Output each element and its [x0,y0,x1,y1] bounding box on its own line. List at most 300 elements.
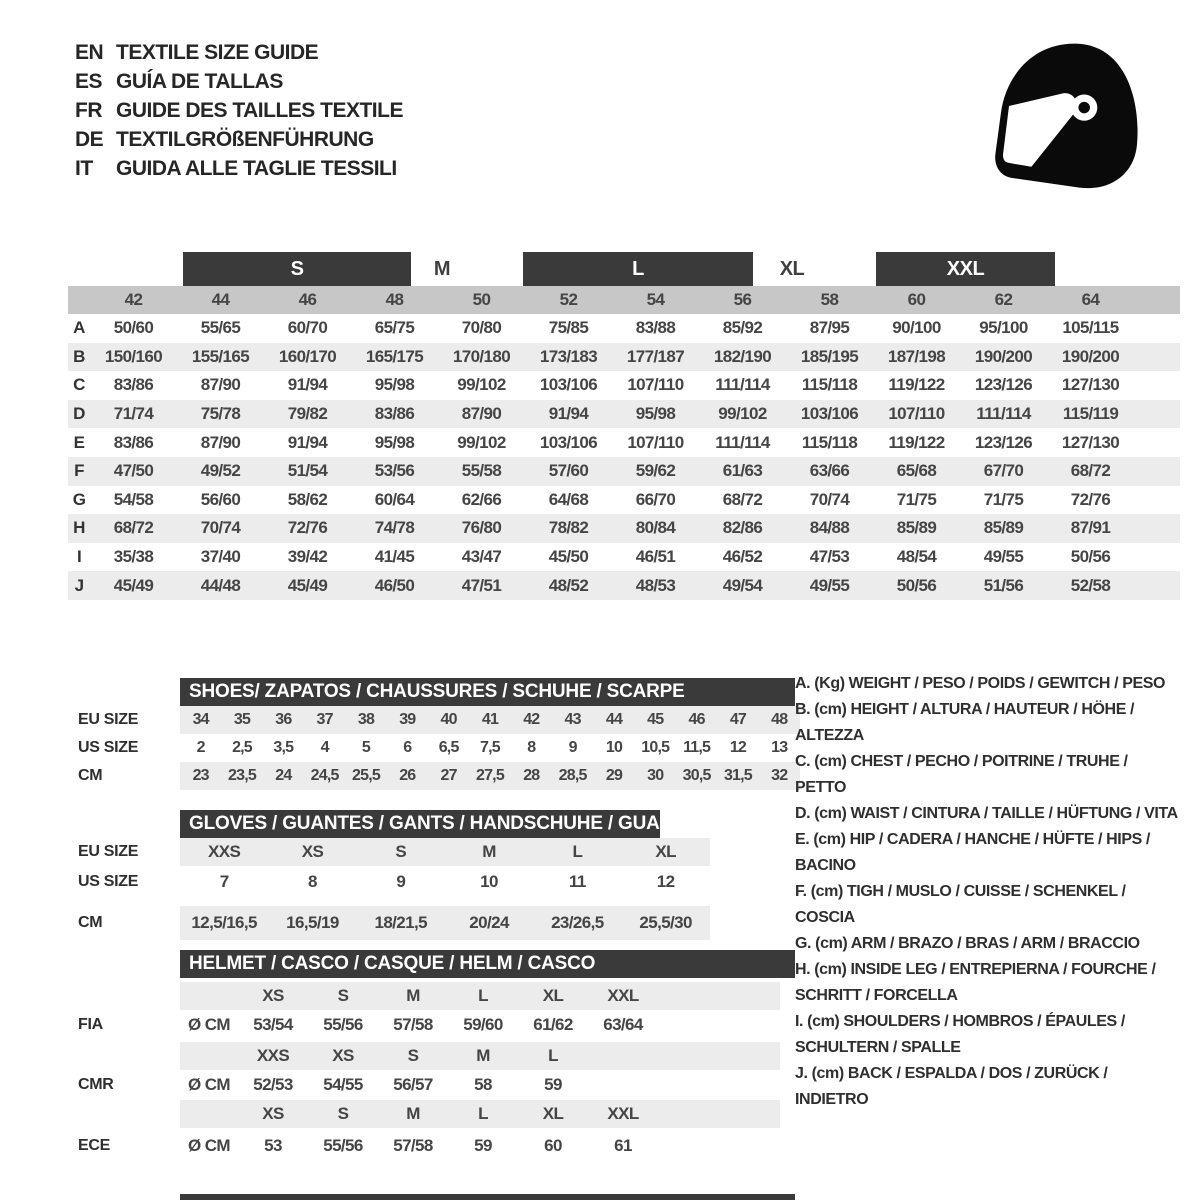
measurement-row-a [68,314,1180,343]
shoe-size-value: 11,5 [683,739,711,756]
measurement-legend [795,671,1180,1113]
measurement-row-b [68,343,1180,372]
legend-entry: J. (cm) BACK / ESPALDA / DOS / ZURÜCK / INDIETRO [795,1065,1108,1108]
language-title: TEXTILGRÖßENFÜHRUNG [116,127,374,151]
helmet-size-label: XXS [256,1046,290,1065]
diameter-label: Ø CM [188,1075,230,1094]
size-value: 55/58 [461,461,502,481]
size-value: 65/75 [374,318,415,338]
size-value: 91/94 [287,432,328,452]
shoe-size-value: 10 [605,739,623,756]
shoes-section-title: SHOES/ ZAPATOS / CHAUSSURES / SCHUHE / SCARPE [180,678,795,706]
size-value: 48/52 [548,575,589,595]
helmet-size-label: L [478,986,488,1005]
size-value: 68/72 [1070,461,1111,481]
size-value: 74/78 [374,518,415,538]
size-value: 84/88 [809,518,850,538]
size-group-header [0,252,1200,286]
language-code: IT [75,156,93,180]
helmet-size-value: 57/58 [393,1136,433,1155]
shoe-size-value: 41 [481,711,499,728]
size-value: 83/86 [374,404,415,424]
helmet-size-label: XS [262,986,284,1005]
size-value: 127/130 [1061,432,1120,452]
size-value: 79/82 [287,404,328,424]
size-value: 87/90 [200,432,241,452]
size-value: 75/85 [548,318,589,338]
size-value: 99/102 [457,375,506,395]
row-letter: E [73,432,85,452]
helmet-size-value [588,1070,658,1100]
size-value: 60/64 [374,489,415,509]
language-code: ES [75,69,103,93]
size-value: 56/60 [200,489,241,509]
size-value: 83/86 [113,375,154,395]
helmet-size-value: 55/56 [323,1015,363,1034]
helmet-size-value: 56/57 [393,1075,433,1094]
shoe-size-value: 40 [440,711,457,728]
size-group-label-xl: XL [779,257,805,280]
size-value: 49/52 [200,461,241,481]
helmet-cmr-values-row [180,1070,780,1100]
helmet-ece-sizes-row [180,1100,780,1128]
shoe-size-value: 34 [192,711,209,728]
size-value: 51/54 [287,461,328,481]
shoe-size-value: 2,5 [232,739,252,756]
helmet-size-label: S [407,1046,419,1065]
size-value: 190/200 [1061,346,1120,366]
size-value: 50/56 [896,575,937,595]
numeric-size-label: 60 [907,290,926,309]
helmet-section-title: HELMET / CASCO / CASQUE / HELM / CASCO [180,950,795,978]
size-value: 71/75 [896,489,937,509]
shoe-size-value: 27,5 [475,767,504,784]
helmet-size-value: 58 [474,1075,492,1094]
shoe-size-value: 10,5 [641,739,670,756]
size-value: 95/98 [374,432,415,452]
size-value: 91/94 [548,404,589,424]
numeric-size-label: 54 [646,290,665,309]
glove-size-value: L [572,842,583,861]
glove-size-value: M [482,842,496,861]
shoe-size-value: 38 [357,711,375,728]
size-value: 67/70 [983,461,1024,481]
size-value: 119/122 [888,375,945,395]
helmet-cmr-sizes-row [180,1042,780,1070]
size-value: 103/106 [539,432,598,452]
size-value: 64/68 [548,489,589,509]
language-code: FR [75,98,102,122]
glove-size-value: 8 [308,872,317,891]
size-value: 107/110 [627,375,684,395]
shoe-size-value: 42 [523,711,540,728]
helmet-size-value: 55/56 [323,1136,363,1155]
shoe-size-value: 6,5 [438,739,459,756]
size-value: 165/175 [365,346,424,366]
shoes-cm-label: CM [78,767,103,784]
row-letter: G [72,489,86,509]
size-value: 65/68 [896,461,937,481]
size-value: 173/183 [539,346,598,366]
size-value: 78/82 [548,518,589,538]
shoe-size-value: 37 [316,711,333,728]
size-value: 82/86 [722,518,763,538]
helmet-size-label: L [478,1104,488,1123]
helmet-size-value: 53 [264,1136,282,1155]
row-letter: F [74,461,84,481]
size-value: 60/70 [287,318,328,338]
helmet-size-label: XXL [607,986,639,1005]
gloves-cm-row [180,906,710,940]
shoe-size-value: 44 [605,711,623,728]
diameter-spacer [180,1042,238,1070]
row-letter: C [73,375,85,395]
diameter-spacer [180,1100,238,1128]
size-value: 71/75 [983,489,1024,509]
glove-size-value: 20/24 [469,913,509,932]
size-group-label-s: S [183,252,411,286]
numeric-size-label: 46 [298,290,317,309]
glove-size-value: 12,5/16,5 [191,913,257,932]
glove-size-value: 9 [396,872,406,891]
numeric-size-label: 62 [994,290,1013,309]
glove-size-value: 18/21,5 [374,913,427,932]
size-value: 115/118 [801,375,858,395]
glove-size-value: 23/26,5 [551,913,604,932]
measurement-table [68,314,1180,600]
shoe-size-value: 32 [771,767,788,784]
numeric-size-label: 44 [211,290,230,309]
size-value: 85/89 [896,518,937,538]
gloves-us-row [180,866,710,898]
size-value: 62/66 [461,489,502,509]
numeric-size-label: 56 [733,290,752,309]
size-value: 91/94 [287,375,328,395]
size-value: 41/45 [374,547,415,567]
shoe-size-value: 4 [320,739,329,756]
size-value: 54/58 [113,489,154,509]
size-value: 83/86 [113,432,154,452]
size-value: 115/119 [1062,404,1119,424]
legend-entry: F. (cm) TIGH / MUSLO / CUISSE / SCHENKEL / COSCIA [795,883,1126,926]
shoe-size-value: 27 [440,767,457,784]
shoe-size-value: 45 [647,711,664,728]
size-value: 103/106 [800,404,859,424]
size-group-label-l: L [523,252,753,286]
shoe-size-value: 47 [729,711,747,728]
language-title: GUIDA ALLE TAGLIE TESSILI [116,156,397,180]
size-value: 99/102 [457,432,506,452]
size-value: 187/198 [887,346,946,366]
shoes-eu-row [180,706,800,734]
shoe-size-value: 46 [688,711,705,728]
glove-size-value: 12 [656,872,675,891]
size-value: 53/56 [374,461,415,481]
helmet-size-label: XL [542,986,564,1005]
shoe-size-value: 35 [233,711,251,728]
size-value: 182/190 [713,346,772,366]
size-value: 57/60 [548,461,589,481]
shoe-size-value: 39 [399,711,416,728]
helmet-ece-values-row [180,1130,780,1162]
gloves-eu-size-label: EU SIZE [78,843,139,860]
size-value: 87/90 [200,375,241,395]
size-value: 72/76 [287,518,328,538]
diameter-label: Ø CM [188,1136,230,1155]
language-title: TEXTILE SIZE GUIDE [116,40,319,64]
size-value: 177/187 [626,346,685,366]
helmet-size-value: 59 [544,1075,562,1094]
shoe-size-value: 24,5 [310,767,339,784]
glove-size-value: 7 [219,872,229,891]
shoe-size-value: 8 [527,739,536,756]
helmet-size-value: 60 [544,1136,562,1155]
size-value: 51/56 [983,575,1024,595]
language-row [75,38,403,67]
size-value: 46/52 [722,547,763,567]
glove-size-value: 25,5/30 [639,913,692,932]
gloves-us-size-label: US SIZE [78,873,139,890]
size-group-label-xxl: XXL [876,252,1055,286]
size-value: 95/98 [635,404,676,424]
size-value: 55/65 [200,318,241,338]
numeric-size-label: 42 [124,290,143,309]
size-value: 47/50 [113,461,154,481]
shoe-size-value: 48 [771,711,788,728]
shoe-size-value: 43 [564,711,581,728]
size-value: 43/47 [461,547,502,567]
helmet-size-value: 52/53 [253,1075,293,1094]
shoe-size-value: 9 [568,739,577,756]
size-group-label-m: M [433,257,451,280]
gloves-cm-label: CM [78,914,103,931]
numeric-size-label: 64 [1081,290,1100,309]
language-code: DE [75,127,104,151]
corner-spacer [68,286,90,314]
size-value: 90/100 [892,318,941,338]
size-value: 190/200 [974,346,1033,366]
glove-size-value: XS [301,842,324,861]
size-value: 45/49 [287,575,328,595]
legend-entry: B. (cm) HEIGHT / ALTURA / HAUTEUR / HÖHE / ALTEZZA [795,701,1135,744]
size-value: 58/62 [287,489,328,509]
size-value: 95/100 [979,318,1028,338]
helmet-fia-sizes-row [180,982,780,1010]
glove-size-value: S [395,842,407,861]
measurement-row-f [68,457,1180,486]
size-value: 46/50 [374,575,415,595]
size-value: 50/56 [1070,547,1111,567]
helmet-size-value: 61 [614,1136,632,1155]
helmet-size-value: 59 [474,1136,492,1155]
numeric-size-label: 50 [472,290,491,309]
gloves-eu-row [180,838,710,866]
helmet-size-label: S [337,1104,349,1123]
size-value: 80/84 [635,518,676,538]
size-value: 47/53 [809,547,850,567]
size-value: 63/66 [809,461,850,481]
size-value: 103/106 [539,375,598,395]
numeric-size-band [68,286,1180,314]
size-value: 123/126 [974,375,1033,395]
shoe-size-value: 6 [403,739,412,756]
shoe-size-value: 7,5 [480,739,500,756]
gloves-section-title: GLOVES / GUANTES / GANTS / HANDSCHUHE / GUANTI [180,810,660,838]
glove-size-value: 11 [568,872,586,891]
measurement-row-d [68,400,1180,429]
shoe-size-value: 28 [523,767,540,784]
size-value: 49/55 [983,547,1024,567]
row-letter: D [73,404,85,424]
size-value: 83/88 [635,318,676,338]
measurement-row-h [68,514,1180,543]
size-value: 70/74 [200,518,241,538]
helmet-size-value: 57/58 [393,1015,433,1034]
language-row [75,154,403,183]
size-value: 59/62 [635,461,676,481]
size-value: 48/54 [896,547,937,567]
language-code: EN [75,40,104,64]
shoe-size-value: 5 [361,739,371,756]
language-row [75,67,403,96]
language-row [75,125,403,154]
shoe-size-value: 2 [196,739,205,756]
size-value: 68/72 [113,518,154,538]
size-value: 72/76 [1070,489,1111,509]
size-value: 105/115 [1062,318,1119,338]
language-title: GUÍA DE TALLAS [116,69,283,93]
row-letter: I [76,547,82,567]
size-value: 39/42 [287,547,328,567]
shoes-eu-size-label: EU SIZE [78,711,139,728]
size-value: 70/80 [461,318,502,338]
size-value: 119/122 [888,432,945,452]
shoe-size-value: 31,5 [723,767,752,784]
size-value: 107/110 [888,404,945,424]
size-value: 49/54 [722,575,763,595]
size-value: 123/126 [974,432,1033,452]
numeric-size-label: 48 [385,290,404,309]
size-value: 48/53 [635,575,676,595]
helmet-size-value: 54/55 [323,1075,363,1094]
shoe-size-value: 36 [275,711,292,728]
size-value: 115/118 [801,432,858,452]
measurement-row-g [68,486,1180,515]
helmet-size-label: S [337,986,349,1005]
language-row [75,96,403,125]
size-value: 111/114 [715,432,770,452]
numeric-size-label: 58 [820,290,839,309]
numeric-size-label: 52 [559,290,578,309]
shoe-size-value: 23 [192,767,209,784]
size-value: 70/74 [809,489,850,509]
helmet-size-label: L [548,1046,558,1065]
helmet-size-value: 63/64 [603,1015,643,1034]
size-value: 66/70 [635,489,676,509]
size-value: 111/114 [976,404,1031,424]
size-value: 50/60 [113,318,154,338]
helmet-standard-ece-label: ECE [78,1137,110,1154]
language-title-list [75,38,403,183]
legend-entry: C. (cm) CHEST / PECHO / POITRINE / TRUHE / PETTO [795,753,1128,796]
shoe-size-value: 3,5 [273,739,294,756]
shoe-size-value: 30,5 [682,767,711,784]
size-value: 76/80 [461,518,502,538]
row-letter: H [73,518,85,538]
shoe-size-value: 24 [275,767,292,784]
legend-entry: I. (cm) SHOULDERS / HOMBROS / ÉPAULES / SCHULTERN / SPALLE [795,1013,1125,1056]
size-value: 85/92 [722,318,763,338]
shoe-size-value: 12 [729,739,747,756]
helmet-fia-values-row [180,1010,780,1040]
legend-entry: E. (cm) HIP / CADERA / HANCHE / HÜFTE / HIPS / BACINO [795,831,1150,874]
size-value: 44/48 [200,575,241,595]
shoe-size-value: 23,5 [228,767,256,784]
size-value: 68/72 [722,489,763,509]
glove-size-value: 10 [480,872,498,891]
size-value: 49/55 [809,575,850,595]
racing-helmet-icon [985,33,1145,195]
size-value: 111/114 [715,375,770,395]
helmet-size-value: 53/54 [253,1015,293,1034]
size-value: 45/50 [548,547,589,567]
row-letter: A [73,318,85,338]
size-value: 35/38 [113,547,154,567]
legend-entry: D. (cm) WAIST / CINTURA / TAILLE / HÜFTUNG / VITA [795,805,1178,822]
helmet-size-label: XS [262,1104,284,1123]
size-value: 75/78 [200,404,241,424]
measurement-row-e [68,428,1180,457]
shoes-cm-row [180,762,800,790]
size-value: 87/90 [461,404,502,424]
size-value: 87/95 [809,318,850,338]
size-value: 95/98 [374,375,415,395]
size-value: 46/51 [635,547,676,567]
size-value: 87/91 [1070,518,1111,538]
measurement-row-i [68,543,1180,572]
shoe-size-value: 26 [399,767,416,784]
helmet-size-label [588,1042,658,1070]
language-title: GUIDE DES TAILLES TEXTILE [116,98,403,122]
size-value: 71/74 [113,404,154,424]
size-value: 127/130 [1061,375,1120,395]
size-value: 85/89 [983,518,1024,538]
legend-entry: H. (cm) INSIDE LEG / ENTREPIERNA / FOURCHE / SCHRITT / FORCELLA [795,961,1156,1004]
shoe-size-value: 30 [647,767,664,784]
size-value: 45/49 [113,575,154,595]
shoe-size-value: 29 [605,767,623,784]
legend-entry: A. (Kg) WEIGHT / PESO / POIDS / GEWITCH / PESO [795,675,1166,692]
helmet-size-label: M [406,1104,420,1123]
helmet-size-value: 59/60 [463,1015,503,1034]
shoes-us-size-label: US SIZE [78,739,139,756]
size-value: 150/160 [104,346,163,366]
helmet-size-label: XS [332,1046,354,1065]
helmet-size-value: 61/62 [533,1015,573,1034]
glove-size-value: XL [655,842,676,861]
size-value: 47/51 [461,575,502,595]
size-value: 155/165 [191,346,250,366]
size-value: 170/180 [452,346,511,366]
measurement-row-c [68,371,1180,400]
size-value: 52/58 [1070,575,1111,595]
helmet-size-label: XXL [607,1104,639,1123]
glove-size-value: 16,5/19 [286,913,339,932]
size-value: 160/170 [278,346,337,366]
measurement-row-j [68,571,1180,600]
size-value: 107/110 [627,432,684,452]
row-letter: B [73,346,85,366]
